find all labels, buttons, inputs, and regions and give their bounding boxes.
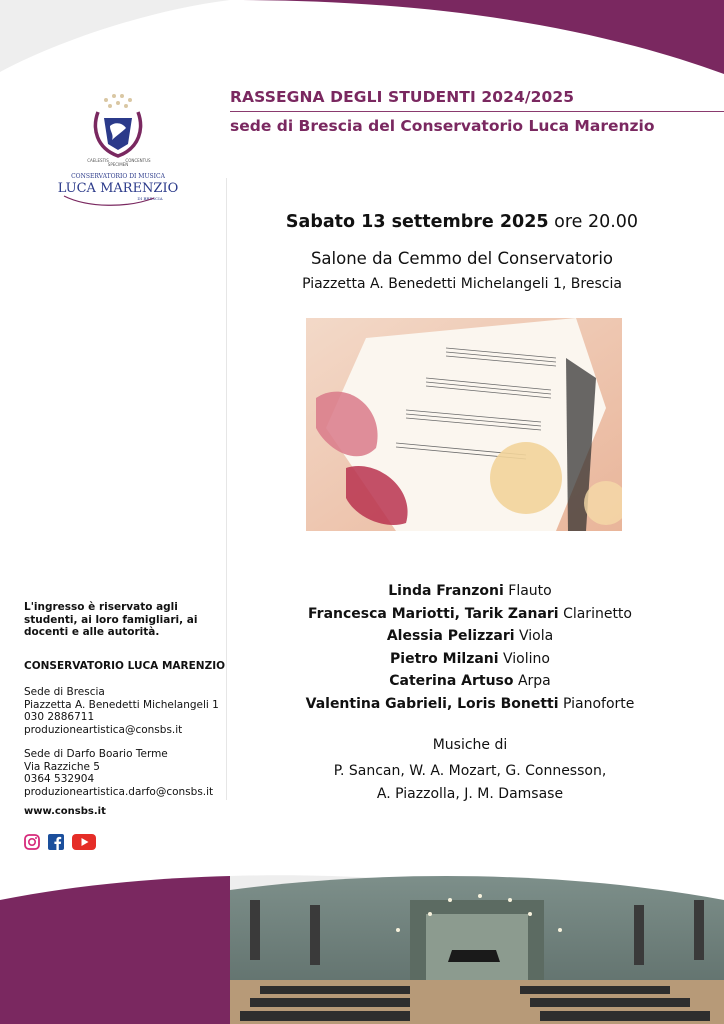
- header-rule: [230, 111, 724, 112]
- brescia-contact: [24, 686, 219, 736]
- svg-text:CAELESTIS: CAELESTIS: [87, 158, 109, 163]
- top-decoration: [0, 0, 724, 80]
- performer-row: Caterina Artuso Arpa: [389, 673, 551, 689]
- sheet-music-photo: [306, 318, 622, 531]
- conservatory-logo: [58, 92, 178, 212]
- svg-text:CONSERVATORIO DI MUSICA: CONSERVATORIO DI MUSICA: [71, 173, 165, 180]
- facebook-icon[interactable]: [48, 834, 64, 854]
- organization-name: CONSERVATORIO LUCA MARENZIO: [24, 660, 226, 672]
- performers-list: [230, 580, 710, 715]
- performer-row: Pietro Milzani Violino: [390, 650, 550, 667]
- admission-note: L'ingresso è riservato agli studenti, ai loro famigliari, ai docenti e alle autorità.: [24, 601, 198, 638]
- venue-address: Piazzetta A. Benedetti Michelangeli 1, Brescia: [302, 276, 622, 292]
- music-heading: Musiche di: [432, 737, 508, 753]
- performer-row: Valentina Gabrieli, Loris Bonetti Pianoforte: [305, 695, 635, 712]
- contact-title: Sede di Darfo Boario Terme: [24, 748, 168, 760]
- column-divider: [226, 178, 227, 800]
- composers-line: A. Piazzolla, J. M. Damsase: [376, 786, 564, 802]
- event-date: Sabato 13 settembre 2025: [285, 212, 549, 232]
- contact-email[interactable]: produzioneartistica.darfo@consbs.it: [24, 785, 214, 798]
- website-link[interactable]: www.consbs.it: [24, 806, 106, 817]
- svg-text:CONCENTUS: CONCENTUS: [125, 158, 151, 163]
- performer-row: Alessia Pelizzari Viola: [386, 628, 554, 644]
- event-time: ore 20.00: [554, 212, 639, 232]
- instagram-icon[interactable]: [24, 834, 40, 854]
- concert-hall-photo: [230, 870, 724, 1024]
- darfo-contact: [24, 748, 213, 798]
- performer-row: Francesca Mariotti, Tarik Zanari Clarinetto: [308, 605, 632, 622]
- youtube-icon[interactable]: [72, 834, 96, 854]
- svg-text:DI BRESCIA: DI BRESCIA: [137, 196, 163, 201]
- contact-phone: 0364 532904: [24, 773, 95, 785]
- svg-text:SPECIMEN: SPECIMEN: [107, 162, 129, 167]
- performer-row: Linda Franzoni Flauto: [388, 583, 552, 599]
- venue-name: Salone da Cemmo del Conservatorio: [310, 249, 614, 268]
- social-icons: [24, 834, 96, 854]
- composers-list: [230, 760, 710, 806]
- svg-text:LUCA MARENZIO: LUCA MARENZIO: [58, 181, 178, 196]
- contact-email[interactable]: produzioneartistica@consbs.it: [24, 723, 183, 736]
- series-title: RASSEGNA DEGLI STUDENTI 2024/2025: [230, 88, 575, 106]
- contact-title: Sede di Brescia: [24, 686, 105, 698]
- venue-subtitle: sede di Brescia del Conservatorio Luca Marenzio: [230, 117, 655, 135]
- contact-address: Via Razziche 5: [24, 760, 100, 773]
- composers-line: P. Sancan, W. A. Mozart, G. Connesson,: [333, 763, 607, 779]
- contact-phone: 030 2886711: [24, 711, 95, 723]
- contact-address: Piazzetta A. Benedetti Michelangeli 1: [24, 698, 219, 711]
- event-datetime: [230, 212, 694, 232]
